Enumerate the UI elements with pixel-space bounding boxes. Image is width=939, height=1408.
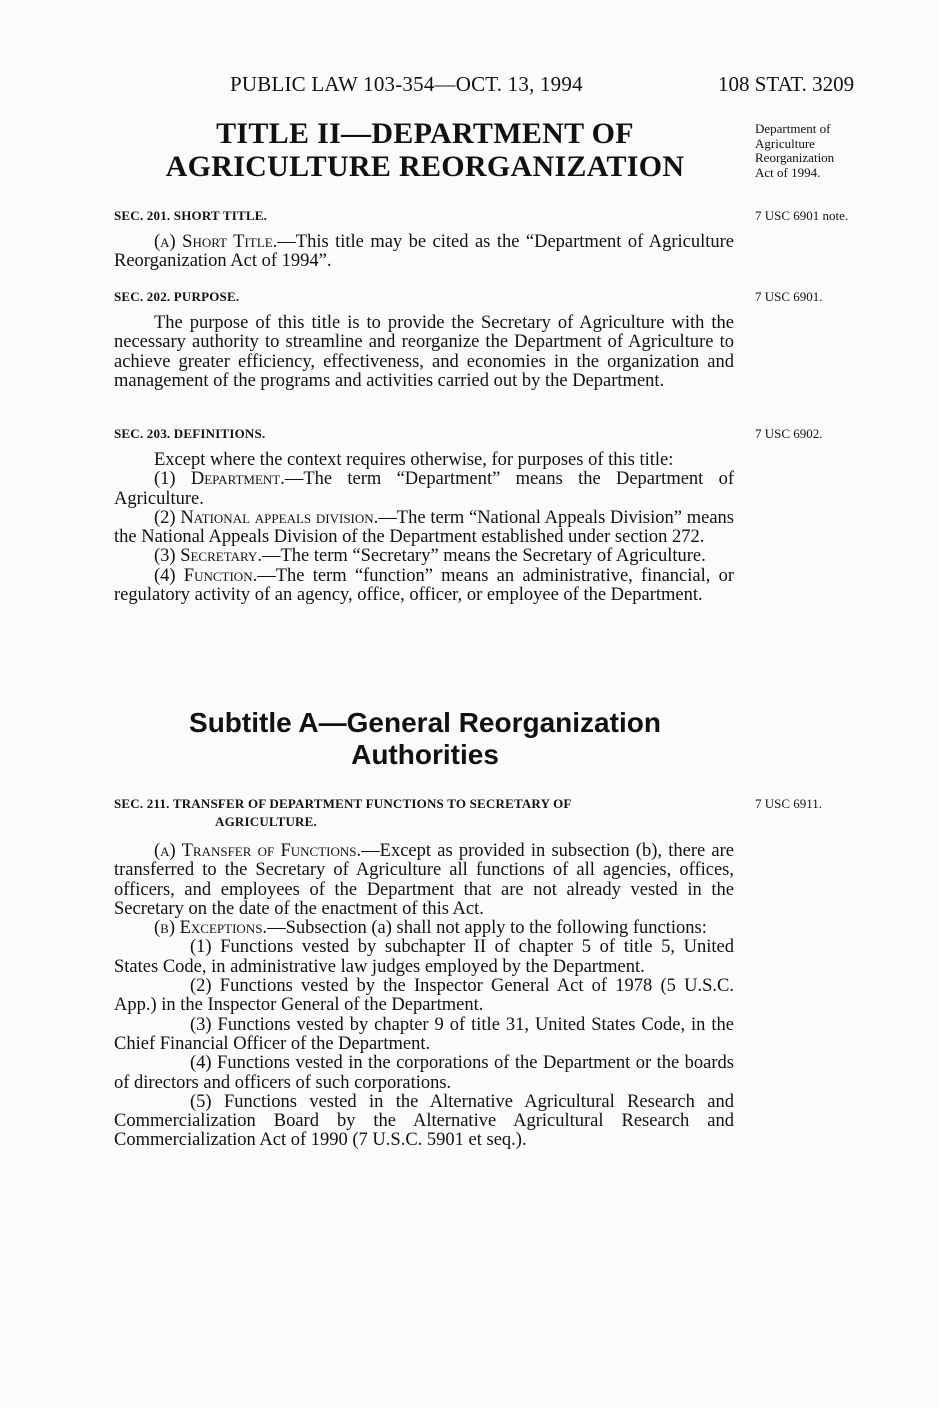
sec-203-body: [114, 451, 734, 605]
running-header-law: PUBLIC LAW 103-354—OCT. 13, 1994: [230, 72, 583, 96]
title-line-2: AGRICULTURE REORGANIZATION: [165, 150, 685, 183]
definition-item: [114, 547, 734, 566]
definition-item: [114, 509, 734, 548]
margin-note-act-name: [755, 122, 834, 180]
sec-211-heading-line-1: SEC. 211. TRANSFER OF DEPARTMENT FUNCTIONS TO SECRETARY OF: [114, 796, 572, 811]
sec-202-text: The purpose of this title is to provide the Secretary of Agriculture with the necessary authority to streamline and reorganize the Department of Agriculture to achieve greater efficiency, effectiveness, and economies in the organization and management of the programs and activities carried out by the Department.: [114, 313, 734, 391]
definition-text: —The term “function” means an administrative, financial, or regulatory activity of an agency, office, officer, or employee of the Department.: [114, 565, 734, 606]
sec-211-heading: [114, 795, 736, 831]
definition-item: [114, 470, 734, 509]
exception-item: (1) Functions vested by subchapter II of chapter 5 of title 5, United States Code, in administrative law judges employed by the Department.: [114, 937, 734, 977]
definition-item: [114, 567, 734, 606]
exception-item: (3) Functions vested by chapter 9 of title 31, United States Code, in the Chief Financial Officer of the Department.: [114, 1014, 734, 1054]
sec-201-a-label: (a) Short Title.: [154, 232, 278, 252]
sec-201-a-text: —This title may be cited as the “Department of Agriculture Reorganization Act of 1994”.: [114, 232, 734, 272]
definition-text: —The term “National Appeals Division” means the National Appeals Division of the Department established under section 272.: [114, 507, 734, 548]
margin-note-sec-211: 7 USC 6911.: [755, 796, 823, 811]
sec-211-a-text: —Except as provided in subsection (b), there are transferred to the Secretary of Agriculture all functions of all agencies, offices, officers, and employees of the Department that are not already vested in the Secretary on the date of the enactment of this Act.: [114, 841, 735, 919]
margin-note-sec-203: 7 USC 6902.: [755, 426, 823, 441]
exception-item: (5) Functions vested in the Alternative Agricultural Research and Commercialization Board by the Alternative Agricultural Research and Commercialization Act of 1990 (7 U.S.C. 5901 et seq.).: [114, 1091, 734, 1151]
definition-text: —The term “Secretary” means the Secretary of Agriculture.: [261, 546, 706, 567]
subtitle-line-1: Subtitle A—General Reorganization: [189, 707, 661, 738]
margin-note-line: Reorganization: [755, 150, 835, 165]
title-line-1: TITLE II—DEPARTMENT OF: [216, 117, 634, 150]
exception-item: (2) Functions vested by the Inspector General Act of 1978 (5 U.S.C. App.) in the Inspector General of the Department.: [114, 976, 734, 1016]
sec-201-heading: SEC. 201. SHORT TITLE.: [114, 208, 268, 223]
subtitle-line-2: Authorities: [351, 739, 499, 770]
definition-label: (3) Secretary.: [154, 546, 262, 567]
sec-201-body: [114, 233, 734, 272]
page-title: [114, 117, 736, 183]
sec-202-heading: SEC. 202. PURPOSE.: [114, 289, 240, 304]
margin-note-sec-201: 7 USC 6901 note.: [755, 208, 849, 223]
definition-text: —The term “Department” means the Department of Agriculture.: [114, 469, 734, 509]
definition-label: (1) Department.: [154, 469, 285, 490]
margin-note-sec-202: 7 USC 6901.: [755, 289, 823, 304]
running-header-stat: 108 STAT. 3209: [718, 72, 855, 96]
definition-label: (4) Function.: [154, 565, 258, 586]
definition-label: (2) National appeals division.: [154, 507, 379, 528]
margin-note-line: Department of: [755, 121, 831, 136]
exception-item: (4) Functions vested in the corporations of the Department or the boards of directors and officers of such corporations.: [114, 1053, 734, 1093]
sec-203-intro: Except where the context requires otherwise, for purposes of this title:: [154, 450, 674, 470]
margin-note-line: Act of 1994.: [755, 164, 821, 180]
subtitle-heading: [114, 707, 736, 771]
sec-211-b-text: —Subsection (a) shall not apply to the following functions:: [267, 918, 707, 939]
sec-211-heading-line-2: AGRICULTURE.: [215, 814, 317, 829]
sec-211-body: [114, 842, 734, 1151]
margin-note-line: Agriculture: [755, 135, 815, 151]
sec-203-heading: SEC. 203. DEFINITIONS.: [114, 426, 266, 441]
sec-202-body: [114, 314, 734, 391]
sec-211-a-label: (a) Transfer of Functions.: [154, 841, 362, 861]
sec-211-b-label: (b) Exceptions.: [154, 918, 268, 939]
